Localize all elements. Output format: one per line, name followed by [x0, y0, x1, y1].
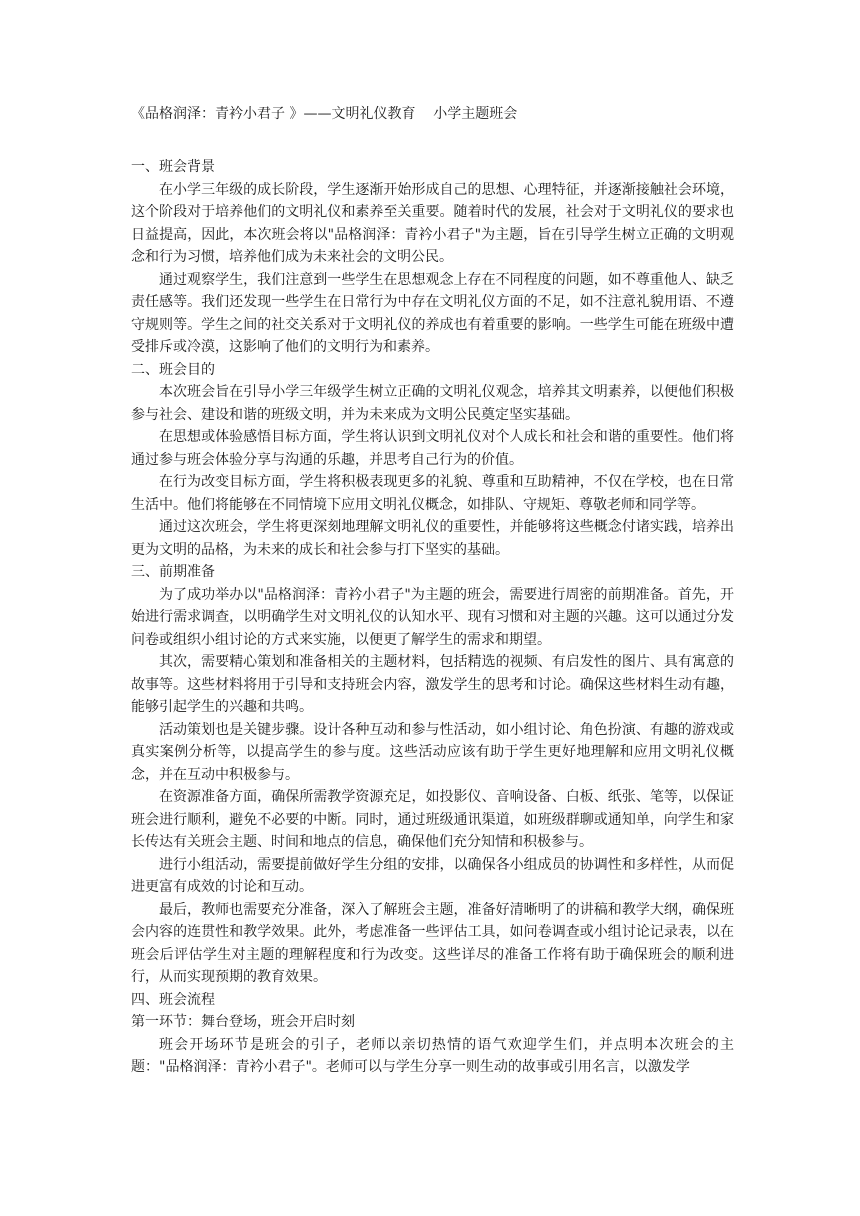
document-body: [131, 156, 734, 1079]
paragraph: 班会开场环节是班会的引子，老师以亲切热情的语气欢迎学生们，并点明本次班会的主题："品格润泽：青衿小君子"。老师可以与学生分享一则生动的故事或引用名言，以激发学: [131, 1036, 734, 1075]
paragraph: 其次，需要精心策划和准备相关的主题材料，包括精选的视频、有启发性的图片、具有寓意的故事等。这些材料将用于引导和支持班会内容，激发学生的思考和讨论。确保这些材料生动有趣，能够引起学生的兴趣和共鸣。: [131, 654, 734, 715]
subsection-heading-step-one: 第一环节：舞台登场，班会开启时刻: [131, 1014, 355, 1030]
paragraph: 通过这次班会，学生将更深刻地理解文明礼仪的重要性，并能够将这些概念付诸实践，培养出更为文明的品格，为未来的成长和社会参与打下坚实的基础。: [131, 519, 734, 558]
paragraph: 在行为改变目标方面，学生将积极表现更多的礼貌、尊重和互助精神，不仅在学校，也在日常生活中。他们将能够在不同情境下应用文明礼仪概念，如排队、守规矩、尊敬老师和同学等。: [131, 474, 734, 513]
document-title: 《品格润泽：青衿小君子 》——文明礼仪教育 小学主题班会: [131, 106, 518, 122]
paragraph: 本次班会旨在引导小学三年级学生树立正确的文明礼仪观念，培养其文明素养，以便他们积极参与社会、建设和谐的班级文明，并为未来成为文明公民奠定坚实基础。: [131, 384, 734, 423]
paragraph: 最后，教师也需要充分准备，深入了解班会主题，准备好清晰明了的讲稿和教学大纲，确保班会内容的连贯性和教学效果。此外，考虑准备一些评估工具，如问卷调查或小组讨论记录表，以在班会后评估学生对主题的理解程度和行为改变。这些详尽的准备工作将有助于确保班会的顺利进行，从而实现预期的教育效果。: [131, 901, 734, 985]
paragraph: 在思想或体验感悟目标方面，学生将认识到文明礼仪对个人成长和社会和谐的重要性。他们将通过参与班会体验分享与沟通的乐趣，并思考自己行为的价值。: [131, 429, 734, 468]
paragraph: 为了成功举办以"品格润泽：青衿小君子"为主题的班会，需要进行周密的前期准备。首先，开始进行需求调查，以明确学生对文明礼仪的认知水平、现有习惯和对主题的兴趣。这可以通过分发问卷或组织小组讨论的方式来实施，以便更了解学生的需求和期望。: [131, 586, 734, 648]
paragraph: 通过观察学生，我们注意到一些学生在思想观念上存在不同程度的问题，如不尊重他人、缺乏责任感等。我们还发现一些学生在日常行为中存在文明礼仪方面的不足，如不注意礼貌用语、不遵守规则等。学生之间的社交关系对于文明礼仪的养成也有着重要的影响。一些学生可能在班级中遭受排斥或冷漠，这影响了他们的文明行为和素养。: [131, 271, 734, 355]
section-heading-background: 一、班会背景: [131, 159, 215, 175]
section-heading-purpose: 二、班会目的: [131, 361, 215, 378]
section-heading-process: 四、班会流程: [131, 991, 215, 1008]
paragraph: 进行小组活动，需要提前做好学生分组的安排，以确保各小组成员的协调性和多样性，从而促进更富有成效的讨论和互动。: [131, 856, 734, 895]
paragraph: 活动策划也是关键步骤。设计各种互动和参与性活动，如小组讨论、角色扮演、有趣的游戏或真实案例分析等，以提高学生的参与度。这些活动应该有助于学生更好地理解和应用文明礼仪概念，并在互动中积极参与。: [131, 721, 734, 783]
paragraph: 在小学三年级的成长阶段，学生逐渐开始形成自己的思想、心理特征，并逐渐接触社会环境，这个阶段对于培养他们的文明礼仪和素养至关重要。随着时代的发展，社会对于文明礼仪的要求也日益提高，因此，本次班会将以"品格润泽：青衿小君子"为主题，旨在引导学生树立正确的文明观念和行为习惯，培养他们成为未来社会的文明公民。: [131, 181, 734, 265]
paragraph: 在资源准备方面，确保所需教学资源充足，如投影仪、音响设备、白板、纸张、笔等，以保证班会进行顺利，避免不必要的中断。同时，通过班级通讯渠道，如班级群聊或通知单，向学生和家长传达有关班会主题、时间和地点的信息，确保他们充分知情和积极参与。: [131, 789, 734, 850]
section-heading-preparation: 三、前期准备: [131, 564, 215, 580]
